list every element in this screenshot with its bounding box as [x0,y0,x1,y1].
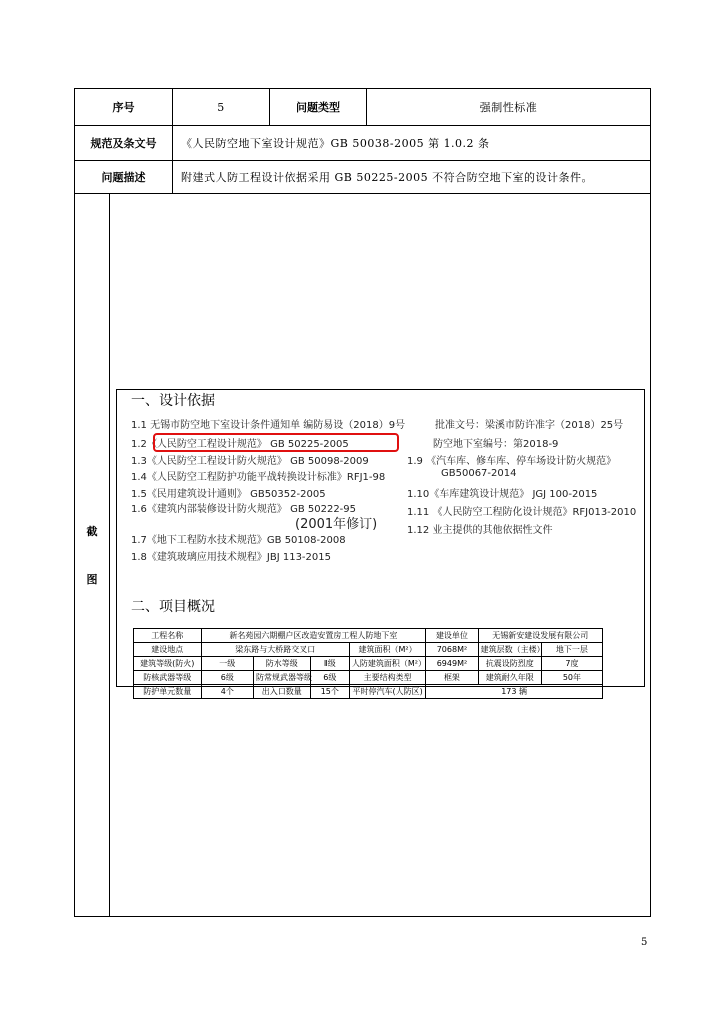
seq-value: 5 [173,89,270,126]
overview-cell: 梁东路与大桥路交叉口 [201,643,349,657]
basis-item-1-12: 1.12 业主提供的其他依据性文件 [407,525,553,536]
overview-cell: 4个 [201,685,253,699]
overview-cell: 出入口数量 [253,685,310,699]
overview-cell: 建筑层数（主楼） [478,643,541,657]
overview-cell: 人防建筑面积（M²） [349,657,425,671]
basis-item-1-3: 1.3《人民防空工程设计防火规范》 GB 50098-2009 [131,456,369,467]
basis-item-1-9-code: GB50067-2014 [441,468,517,479]
page-number: 5 [641,937,648,948]
overview-cell: 6949M² [426,657,478,671]
overview-cell: 建筑面积（M²） [349,643,425,657]
overview-cell: 15个 [310,685,349,699]
basis-item-1-10: 1.10《车库建筑设计规范》 JGJ 100-2015 [407,489,598,500]
description-label: 问题描述 [75,161,173,194]
basis-item-1-6-note: (2001年修订) [295,517,378,532]
overview-cell: 7度 [541,657,602,671]
overview-cell: 173 辆 [426,685,603,699]
overview-cell: 工程名称 [134,629,202,643]
overview-cell: 新名苑园六期棚户区改造安置房工程人防地下室 [201,629,426,643]
overview-cell: 防护单元数量 [134,685,202,699]
project-overview-table [133,628,603,699]
overview-cell: 6级 [201,671,253,685]
overview-cell: 建筑等级(防火) [134,657,202,671]
overview-cell: 框架 [426,671,478,685]
basis-item-1-7: 1.7《地下工程防水技术规范》GB 50108-2008 [131,535,346,546]
embedded-screenshot [116,389,645,696]
overview-cell: 抗震设防烈度 [478,657,541,671]
screenshot-label-char-1: 截 [86,525,98,538]
project-overview-heading: 二、项目概况 [131,599,215,615]
overview-cell: 建筑耐久年限 [478,671,541,685]
issue-type-label: 问题类型 [270,89,367,126]
spec-label: 规范及条文号 [75,126,173,161]
basement-number: 防空地下室编号：第2018-9 [433,439,559,450]
basis-item-1-4: 1.4《人民防空工程防护功能平战转换设计标准》RFJ1-98 [131,472,386,483]
basis-item-1-11: 1.11 《人民防空工程防化设计规范》RFJ013-2010 [407,507,637,518]
screenshot-label-char-2: 图 [86,573,98,586]
basis-item-1-1: 1.1 无锡市防空地下室设计条件通知单 编防易设（2018）9号 [131,420,406,431]
basis-item-1-2: 1.2《人民防空工程设计规范》 GB 50225-2005 [131,439,349,450]
basis-item-1-9: 1.9 《汽车库、修车库、停车场设计防火规范》 [407,456,617,467]
description-value: 附建式人防工程设计依据采用 GB 50225-2005 不符合防空地下室的设计条件。 [173,161,651,194]
overview-cell: 一级 [201,657,253,671]
overview-cell: 6级 [310,671,349,685]
basis-item-1-8: 1.8《建筑玻璃应用技术规程》JBJ 113-2015 [131,552,331,563]
overview-cell: 建设单位 [426,629,478,643]
overview-cell: 防水等级 [253,657,310,671]
spec-value: 《人民防空地下室设计规范》GB 50038-2005 第 1.0.2 条 [173,126,651,161]
seq-label: 序号 [75,89,173,126]
design-basis-heading: 一、设计依据 [131,393,215,409]
overview-cell: 7068M² [426,643,478,657]
overview-cell: 建设地点 [134,643,202,657]
basis-item-1-6: 1.6《建筑内部装修设计防火规范》 GB 50222-95 [131,504,357,515]
basis-item-1-5: 1.5《民用建筑设计通则》 GB50352-2005 [131,489,326,500]
issue-type-value: 强制性标准 [367,89,651,126]
red-highlight-box [153,433,399,452]
overview-cell: Ⅱ级 [310,657,349,671]
overview-cell: 地下一层 [541,643,602,657]
overview-cell: 无锡新安建设发展有限公司 [478,629,602,643]
overview-cell: 防核武器等级 [134,671,202,685]
screenshot-label [75,194,110,916]
approval-number: 批准文号：梁溪市防许准字（2018）25号 [435,420,624,431]
overview-cell: 平时停汽车(人防区) [349,685,425,699]
overview-cell: 50年 [541,671,602,685]
overview-cell: 主要结构类型 [349,671,425,685]
overview-cell: 防常规武器等级 [253,671,310,685]
